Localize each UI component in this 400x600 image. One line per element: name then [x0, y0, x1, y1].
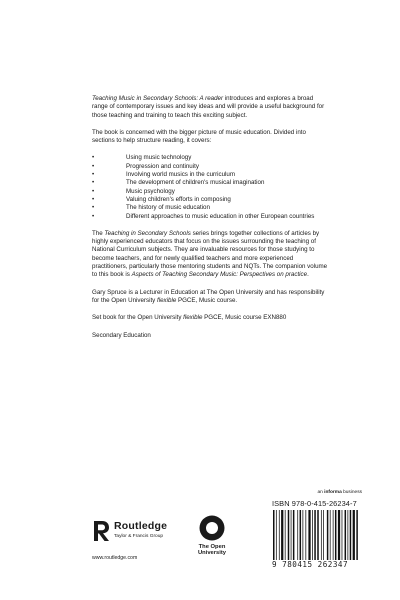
barcode-bar: [353, 510, 355, 560]
barcode-bar: [291, 510, 292, 560]
structure-paragraph: The book is concerned with the bigger picture of music education. Divided into sections to help structure reading, it covers:: [92, 128, 306, 145]
barcode-bar: [342, 510, 343, 560]
barcode-bar: [317, 510, 319, 560]
intro-paragraph: [92, 95, 328, 120]
barcode-bar: [293, 510, 295, 560]
barcode-bar: [330, 510, 331, 560]
barcode-bar: [350, 510, 352, 560]
barcode-bar: [288, 510, 290, 560]
list-item: • Music psychology: [92, 188, 328, 196]
barcode-bar: [285, 510, 286, 560]
barcode-graphic: [272, 510, 362, 560]
list-item: • Involving world musics in the curriculum: [92, 171, 328, 179]
routledge-r-logo-icon: [92, 519, 112, 543]
barcode-bar: [323, 510, 324, 560]
flexible-word: flexible: [183, 314, 203, 322]
series-title: Teaching in Secondary Schools: [104, 229, 191, 237]
author-text: Gary Spruce is a Lecturer in Education at The Open University and has responsibility for the Open University: [92, 288, 325, 304]
intro-text: introduces and explores a broad range of contemporary issues and key ideas and will provide a useful background for those teaching and training to teach this exciting subject.: [92, 95, 325, 119]
list-item: • The development of children's musical imagination: [92, 179, 328, 187]
barcode-bar: [327, 510, 329, 560]
barcode-bar: [333, 510, 334, 560]
author-paragraph: [92, 289, 328, 306]
barcode-bar: [312, 510, 313, 560]
book-title: Teaching Music in Secondary Schools: A reader: [92, 95, 224, 102]
series-text: .: [307, 271, 309, 279]
informa-suffix: business: [341, 490, 362, 495]
barcode-bar: [345, 510, 347, 560]
topics-list: [92, 154, 328, 220]
series-paragraph: [92, 230, 328, 280]
series-text: series brings together collections of articles by highly experienced educators that focus on the issues surrounding the teaching of National Curriculum subjects. They are invaluable resources for those studying to become teachers, and for newly qualified teachers and more experienced practitioners, particularly those mentoring students and NQTs. The companion volume to this book is: [92, 229, 328, 279]
barcode-bar: [276, 510, 277, 560]
barcode-bar: [314, 510, 316, 560]
informa-brand: informa: [324, 490, 342, 495]
author-text: PGCE, Music course.: [176, 296, 238, 304]
back-cover-blurb: [92, 95, 328, 349]
barcode-bar: [281, 510, 283, 560]
publisher-name: Routledge: [114, 520, 168, 532]
informa-prefix: an: [317, 490, 325, 495]
barcode-bar: [279, 510, 280, 560]
barcode-bar: [273, 510, 275, 560]
barcode-bar: [300, 510, 302, 560]
barcode-bar: [305, 510, 306, 560]
list-item: • Progression and continuity: [92, 163, 328, 171]
series-text: The: [92, 229, 105, 237]
category-label: Secondary Education: [92, 331, 151, 339]
set-book-text: PGCE, Music course EXN880: [202, 314, 287, 322]
barcode-digits: 9 780415 262347: [272, 560, 349, 569]
set-book-paragraph: [92, 314, 328, 322]
barcode-bar: [321, 510, 322, 560]
university-name-line1: The Open: [198, 544, 226, 550]
list-item: • The history of music education: [92, 204, 328, 212]
publisher-url: www.routledge.com: [92, 555, 138, 561]
barcode-bar: [338, 510, 340, 560]
barcode-bar: [303, 510, 304, 560]
barcode-bar: [335, 510, 337, 560]
list-item: • Using music technology: [92, 154, 328, 162]
barcode-bar: [348, 510, 349, 560]
list-item: • Valuing children's efforts in composing: [92, 196, 328, 204]
isbn-barcode-area: [272, 490, 362, 569]
barcode-bar: [308, 510, 310, 560]
list-item: • Different approaches to music education in other European countries: [92, 213, 328, 221]
university-name-line2: University: [197, 550, 227, 557]
barcode-bar: [356, 510, 358, 560]
isbn-number: ISBN 978-0-415-26234-7: [272, 499, 357, 508]
open-university-brand: [192, 515, 232, 556]
open-university-logo-icon: [199, 515, 225, 541]
barcode-bar: [297, 510, 298, 560]
informa-tagline: [272, 490, 362, 495]
publisher-group: Taylor & Francis Group: [114, 534, 164, 539]
flexible-word: flexible: [157, 296, 177, 304]
companion-title: Aspects of Teaching Secondary Music: Perspectives on practice: [131, 271, 308, 279]
set-book-text: Set book for the Open University: [92, 314, 184, 322]
